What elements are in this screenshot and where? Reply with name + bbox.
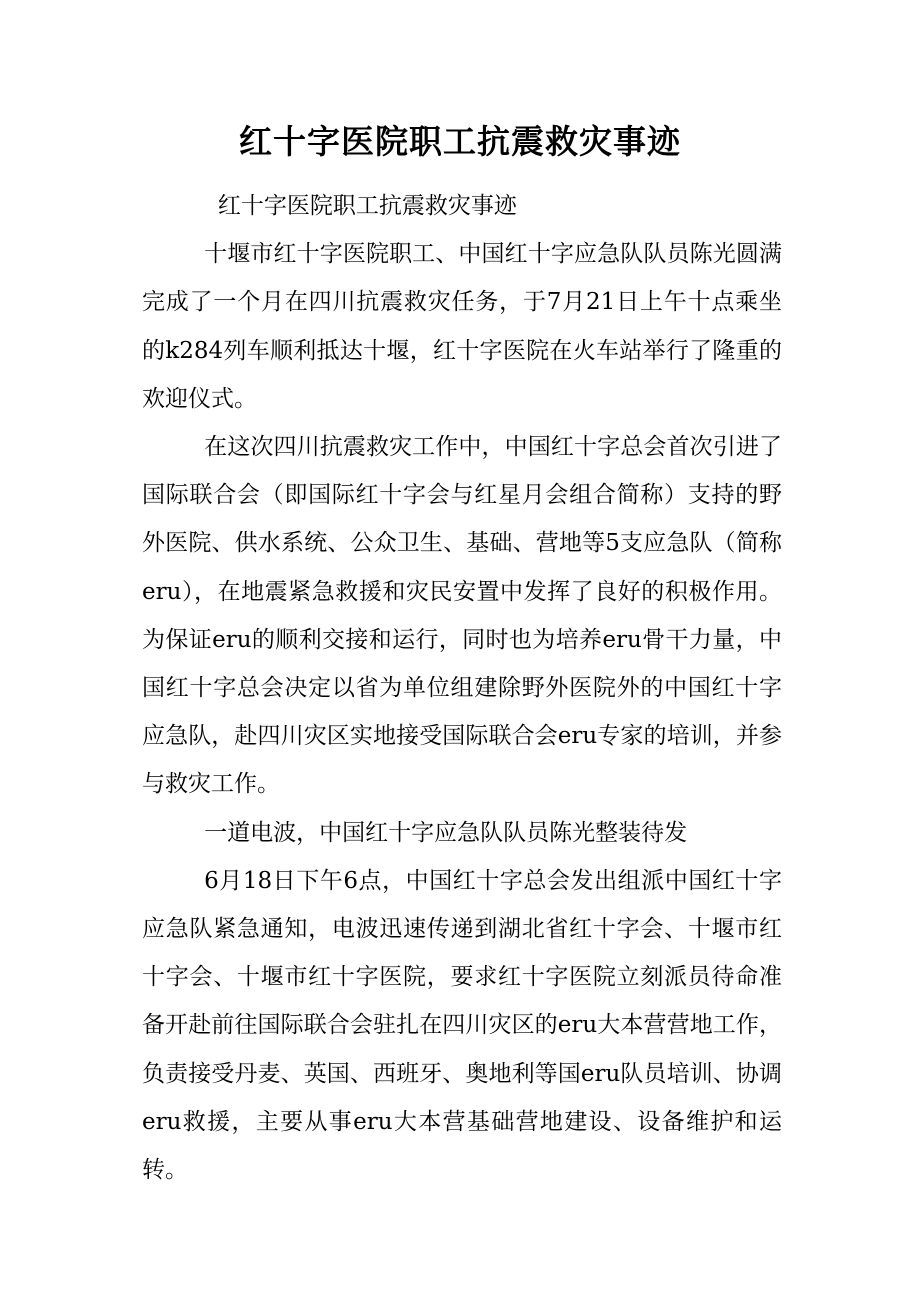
paragraph-subtitle: 红十字医院职工抗震救灾事迹 <box>217 193 517 219</box>
paragraph-background: 在这次四川抗震救灾工作中，中国红十字总会首次引进了国际联合会（即国际红十字会与红星月会组合简称）支持的野外医院、供水系统、公众卫生、基础、营地等5支应急队（简称eru），在地震紧急救援和灾民安置中发挥了良好的积极作用。为保证eru的顺利交接和运行，同时也为培养eru骨干力量，中国红十字总会决定以省为单位组建除野外医院外的中国红十字应急队，赴四川灾区实地接受国际联合会eru专家的培训，并参与救灾工作。 <box>142 434 782 798</box>
paragraph-notice: 6月18日下午6点，中国红十字总会发出组派中国红十字应急队紧急通知，电波迅速传递到湖北省红十字会、十堰市红十字会、十堰市红十字医院，要求红十字医院立刻派员待命准备开赴前往国际联合会驻扎在四川灾区的eru大本营营地工作，负责接受丹麦、英国、西班牙、奥地利等国eru队员培训、协调eru救援，主要从事eru大本营基础营地建设、设备维护和运转。 <box>142 867 782 1184</box>
document-title: 红十字医院职工抗震救灾事迹 <box>239 122 681 161</box>
paragraph-heading: 一道电波，中国红十字应急队队员陈光整装待发 <box>204 819 688 846</box>
paragraph-return: 十堰市红十字医院职工、中国红十字应急队队员陈光圆满完成了一个月在四川抗震救灾任务，于7月21日上午十点乘坐的k284列车顺利抵达十堰，红十字医院在火车站举行了隆重的欢迎仪式。 <box>142 241 782 412</box>
document-body <box>142 182 782 1194</box>
